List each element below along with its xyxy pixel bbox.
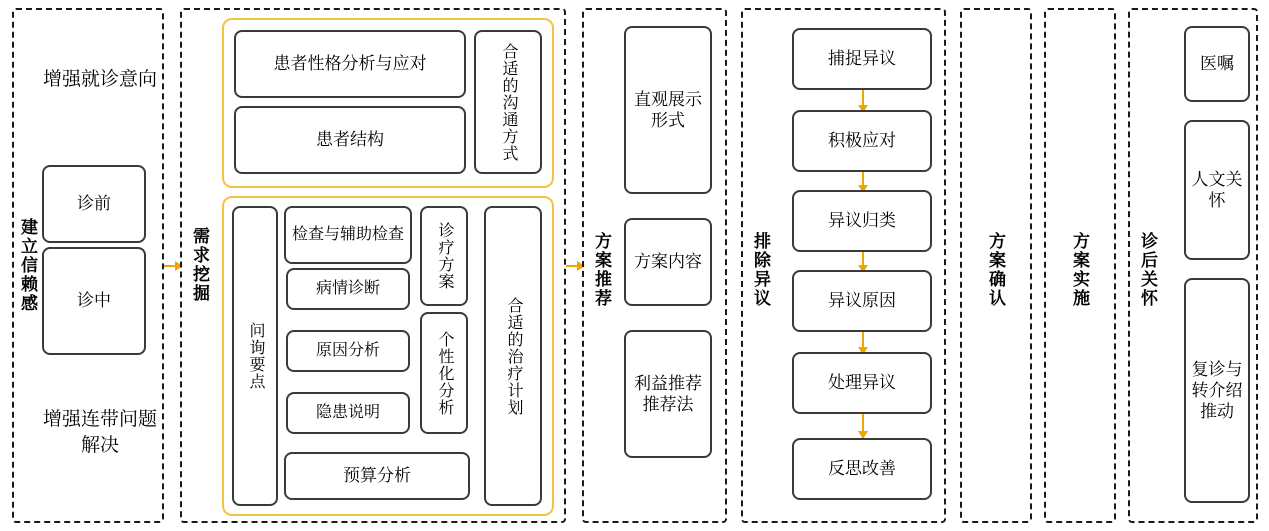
objection-box-cause[interactable]: 异议原因 (792, 270, 932, 332)
stage-label-aftercare: 诊后关怀 (1138, 232, 1158, 308)
needs-box-communication[interactable]: 合适的沟通方式 (474, 30, 542, 174)
needs-box-personality[interactable]: 患者性格分析与应对 (234, 30, 466, 98)
stage-label-objections: 排除异议 (751, 232, 771, 308)
aftercare-box-medical-advice[interactable]: 医嘱 (1184, 26, 1250, 102)
objection-box-classify[interactable]: 异议归类 (792, 190, 932, 252)
needs-box-personalized-analysis[interactable]: 个性化分析 (420, 312, 468, 434)
aftercare-box-followup-referral[interactable]: 复诊与转介绍推动 (1184, 278, 1250, 503)
needs-box-cause-analysis[interactable]: 原因分析 (286, 330, 410, 372)
aftercare-box-humanistic-care[interactable]: 人文关怀 (1184, 120, 1250, 260)
needs-box-examination[interactable]: 检查与辅助检查 (284, 206, 412, 264)
needs-box-risk-explanation[interactable]: 隐患说明 (286, 392, 410, 434)
stage-label-confirmation: 方案确认 (986, 232, 1006, 308)
recommendation-box-benefit-method[interactable]: 利益推荐推荐法 (624, 330, 712, 458)
stage1-bottom-text: 增强连带问题解决 (42, 408, 157, 456)
stage1-top-text: 增强就诊意向 (42, 69, 157, 91)
stage-label-recommendation: 方案推荐 (592, 232, 612, 308)
needs-box-diagnosis[interactable]: 病情诊断 (286, 268, 410, 310)
stage1-box-previsit[interactable]: 诊前 (42, 165, 146, 243)
stage-label-implementation: 方案实施 (1070, 232, 1090, 308)
needs-box-treatment-plan[interactable]: 诊疗方案 (420, 206, 468, 306)
stage1-box-duringvisit[interactable]: 诊中 (42, 247, 146, 355)
arrow-objection-2-3 (862, 172, 864, 192)
objection-box-handle[interactable]: 处理异议 (792, 352, 932, 414)
stage-label-trust: 建立信赖感 (18, 217, 38, 313)
needs-box-inquiry-points[interactable]: 问询要点 (232, 206, 278, 506)
recommendation-box-plan-content[interactable]: 方案内容 (624, 218, 712, 306)
arrow-objection-4-5 (862, 332, 864, 354)
objection-box-respond[interactable]: 积极应对 (792, 110, 932, 172)
needs-box-budget-analysis[interactable]: 预算分析 (284, 452, 470, 500)
stage-label-needs: 需求挖掘 (190, 227, 210, 303)
arrow-objection-3-4 (862, 252, 864, 272)
needs-box-structure[interactable]: 患者结构 (234, 106, 466, 174)
objection-box-capture[interactable]: 捕捉异议 (792, 28, 932, 90)
arrow-objection-5-6 (862, 414, 864, 438)
arrow-objection-1-2 (862, 90, 864, 112)
needs-box-treatment-schedule[interactable]: 合适的治疗计划 (484, 206, 542, 506)
objection-box-reflect[interactable]: 反思改善 (792, 438, 932, 500)
recommendation-box-display-form[interactable]: 直观展示形式 (624, 26, 712, 194)
